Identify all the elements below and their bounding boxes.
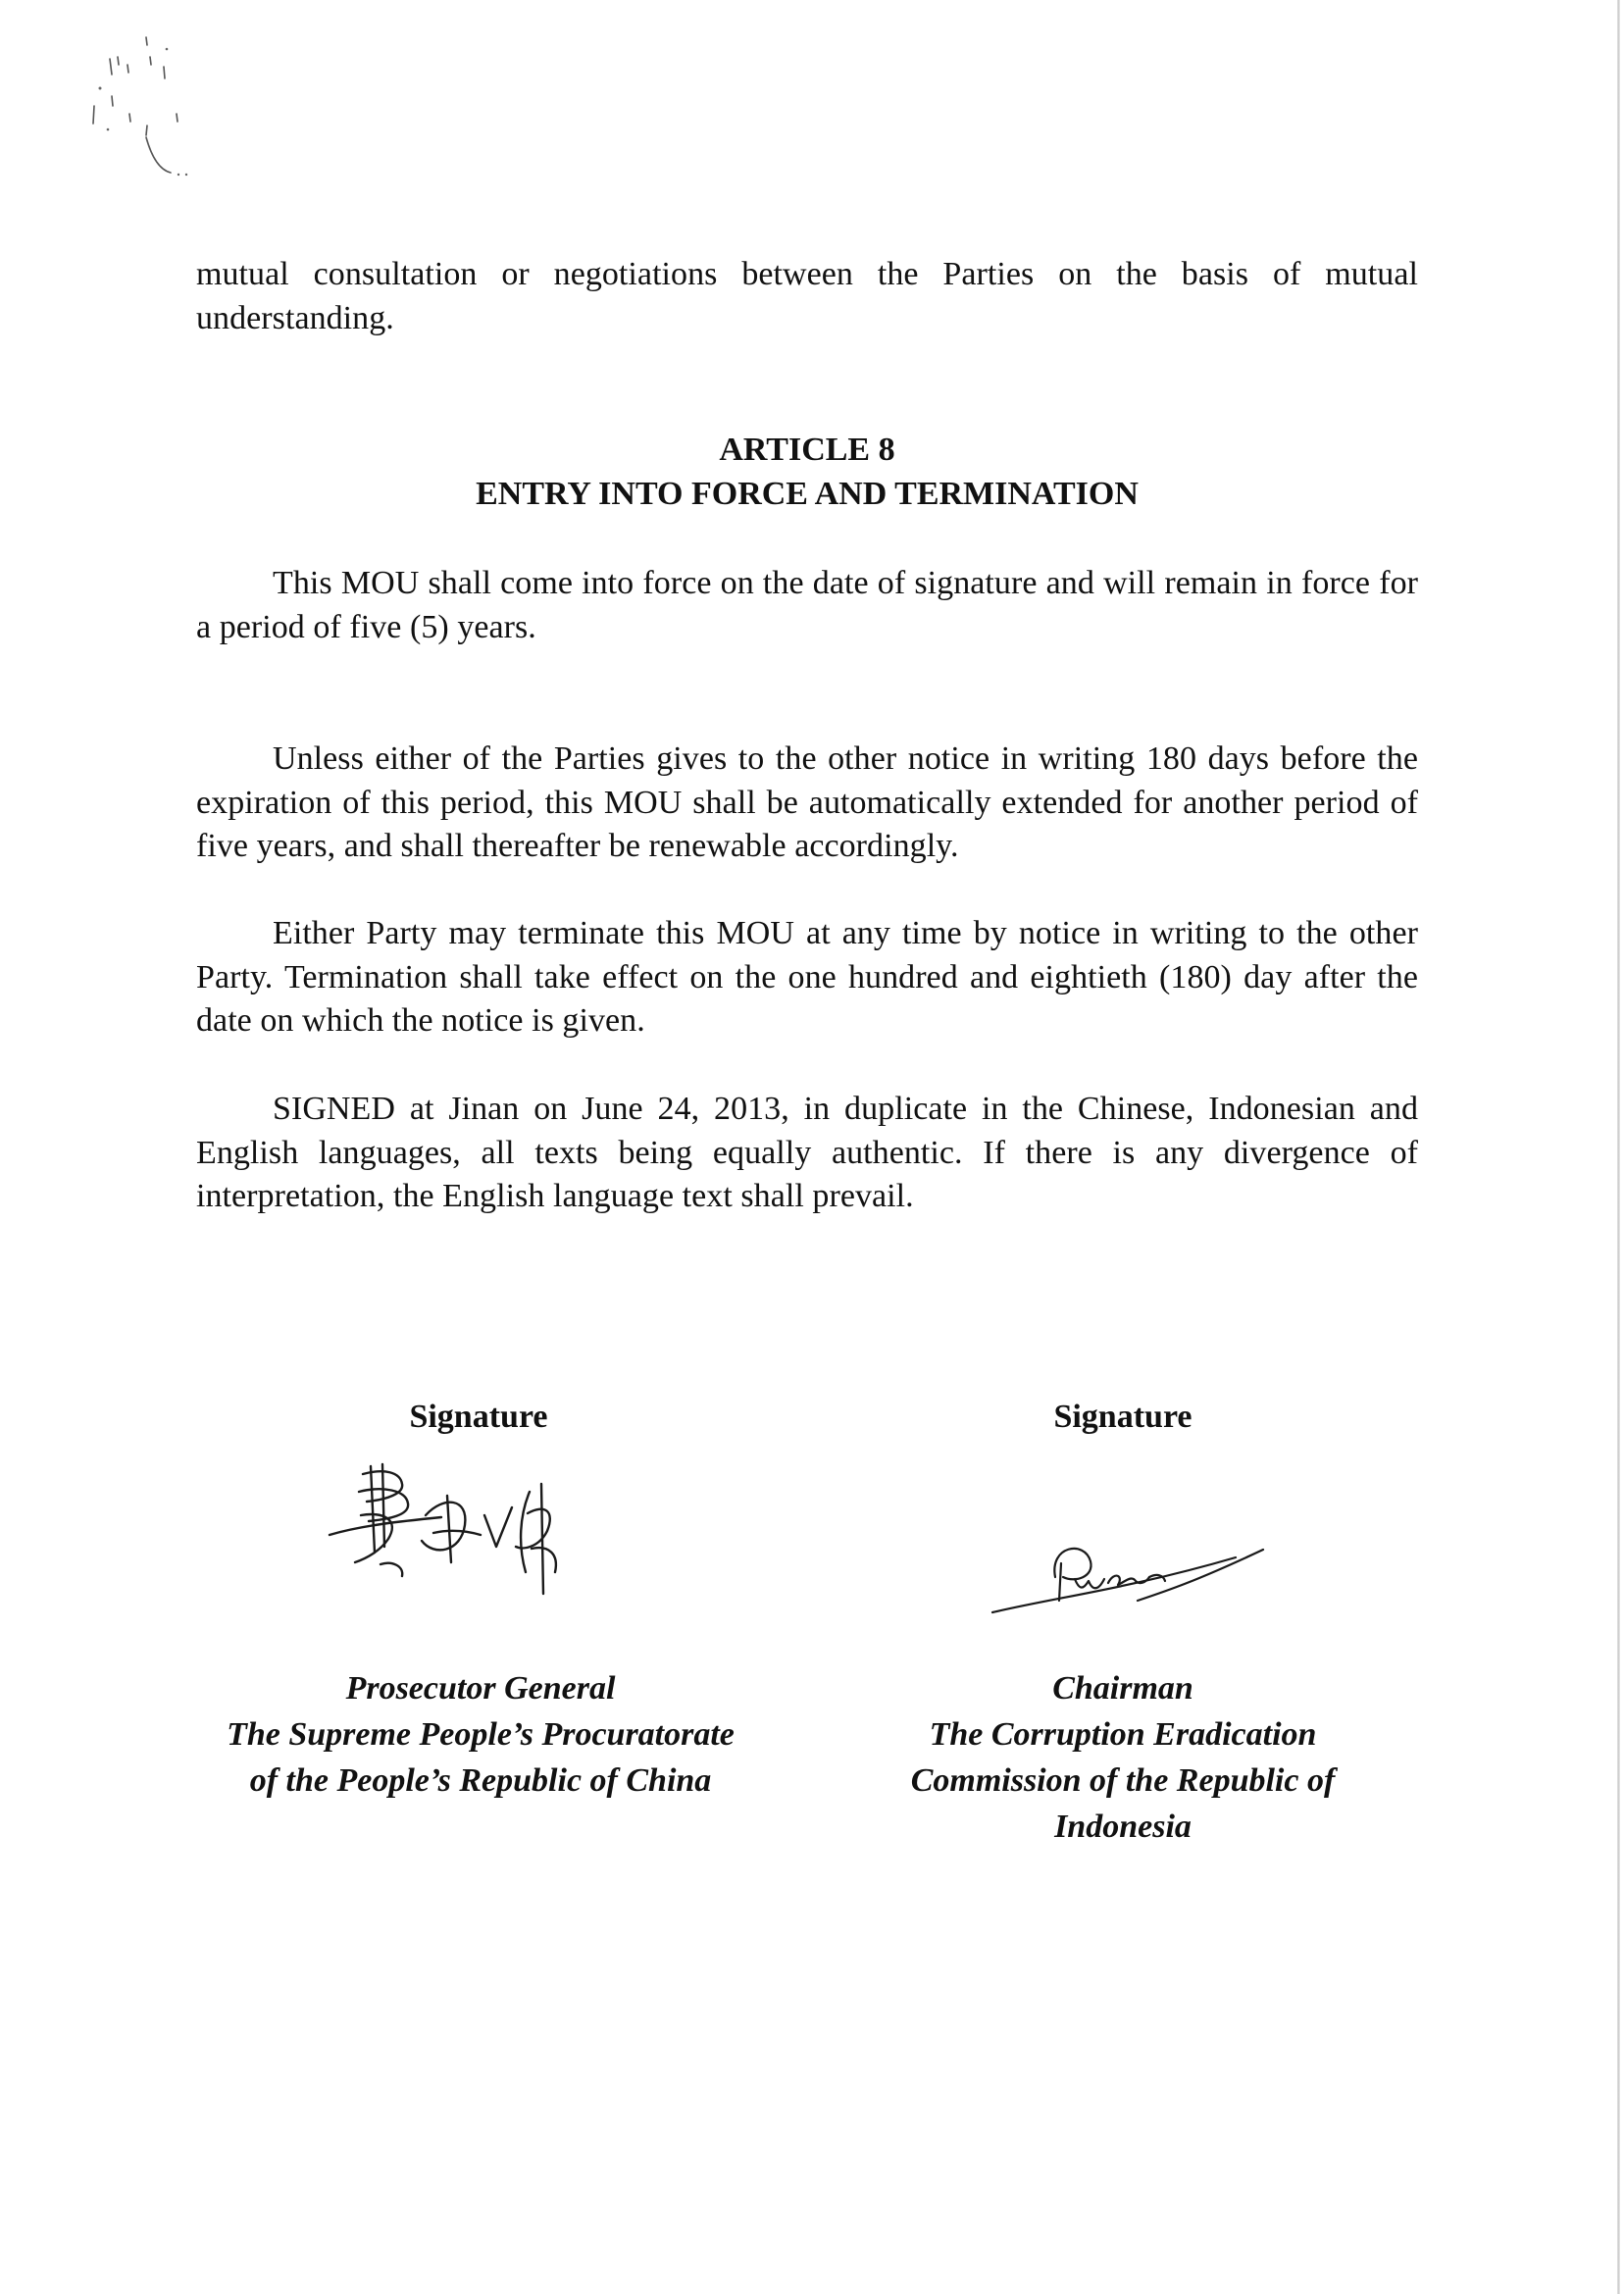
right-signatory-title: Chairman bbox=[1052, 1670, 1193, 1707]
left-handwritten-signature bbox=[324, 1456, 588, 1628]
scan-edge bbox=[1617, 0, 1620, 2294]
left-signature-label: Signature bbox=[409, 1399, 548, 1435]
paragraph-entry-into-force: This MOU shall come into force on the date of signature and will remain in force for a period of five (5) years. bbox=[196, 565, 1418, 645]
right-signature-label: Signature bbox=[1053, 1399, 1193, 1435]
left-signatory-country: of the People’s Republic of China bbox=[249, 1762, 712, 1799]
article-title: ENTRY INTO FORCE AND TERMINATION bbox=[476, 476, 1139, 512]
paragraph-termination: Either Party may terminate this MOU at any time by notice in writing to the other Party. Termination shall take effect on the one hundred and eightieth (180) day after the date on which the notice is given. bbox=[196, 915, 1418, 1039]
right-signatory-organization-cont: Commission of the Republic of bbox=[910, 1762, 1336, 1799]
right-signatory-block bbox=[829, 1665, 1417, 1850]
paragraph-extension: Unless either of the Parties gives to the other notice in writing 180 days before the expiration of this period, this MOU shall be automatically extended for another period of five years, and shall thereafter be renewable accordingly. bbox=[196, 740, 1418, 864]
right-handwritten-signature bbox=[981, 1520, 1275, 1628]
paragraph-signed: SIGNED at Jinan on June 24, 2013, in duplicate in the Chinese, Indonesian and English languages, all texts being equally authentic. If there is any divergence of interpretation, the English language text shall prevail. bbox=[196, 1091, 1418, 1214]
continued-paragraph: mutual consultation or negotiations between the Parties on the basis of mutual understanding. bbox=[196, 256, 1418, 336]
right-signatory-organization: The Corruption Eradication bbox=[929, 1716, 1317, 1753]
left-signatory-organization: The Supreme People’s Procuratorate bbox=[227, 1716, 735, 1753]
scan-specks bbox=[49, 27, 206, 204]
left-signatory-block bbox=[186, 1665, 775, 1804]
left-signatory-title: Prosecutor General bbox=[345, 1670, 616, 1707]
right-signatory-country: Indonesia bbox=[1054, 1809, 1192, 1845]
article-number: ARTICLE 8 bbox=[719, 432, 895, 468]
